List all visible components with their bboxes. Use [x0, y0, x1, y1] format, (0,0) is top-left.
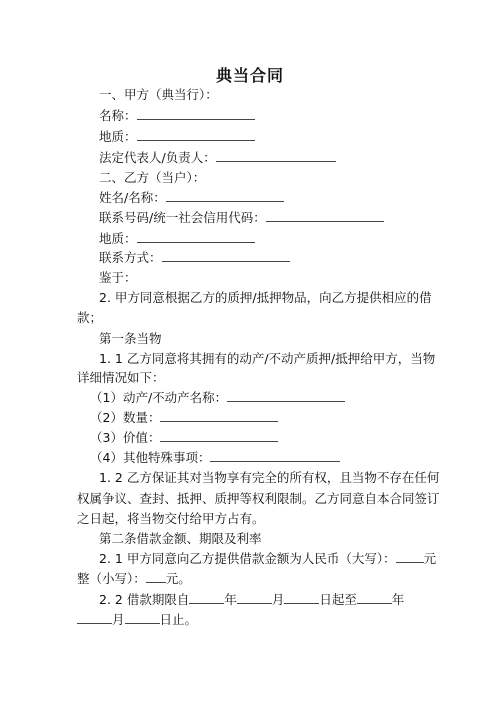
document-title: 典当合同 [215, 66, 284, 85]
article1-p12-line3: 之日起，将当物交付给甲方占有。 [77, 511, 265, 526]
p21-text-b: 元 [423, 551, 437, 566]
p22-start-day-blank[interactable] [284, 592, 319, 604]
item-name-blank[interactable] [227, 390, 345, 402]
item-quantity-label: （2）数量： [90, 410, 161, 425]
item-name-label: （1）动产/不动产名称： [90, 390, 228, 405]
whereas-clause2-line2: 款； [77, 310, 103, 325]
p22-text-d: 日起至 [319, 592, 357, 607]
party-b-name-line [99, 190, 284, 206]
article1-p12-line1: 1. 2 乙方保证其对当物享有完全的所有权，且当物不存在任何 [99, 470, 440, 485]
p22-text-a: 2. 2 借款期限自 [99, 592, 190, 607]
party-b-heading: 二、乙方（当户）： [99, 170, 206, 185]
party-a-rep-line [99, 150, 336, 166]
party-b-address-label: 地质： [99, 231, 137, 246]
party-b-id-label: 联系号码/统一社会信用代码： [99, 210, 266, 225]
whereas-label: 鉴于： [99, 270, 137, 285]
item-value-label: （3）价值： [90, 430, 161, 445]
party-a-quality-line [99, 129, 255, 145]
party-b-id-line [99, 210, 384, 226]
party-b-contact-line [99, 250, 290, 266]
party-a-name-blank[interactable] [137, 108, 255, 120]
whereas-clause2-line1: 2. 甲方同意根据乙方的质押/抵押物品，向乙方提供相应的借 [99, 290, 432, 305]
item-value-line [90, 430, 278, 446]
p22-end-year-blank[interactable] [357, 592, 392, 604]
party-a-quality-label: 地质： [99, 129, 137, 144]
item-quantity-blank[interactable] [160, 410, 278, 422]
party-a-quality-blank[interactable] [137, 129, 255, 141]
item-other-line [90, 450, 340, 466]
p22-end-month-blank[interactable] [77, 612, 112, 624]
party-a-rep-blank[interactable] [216, 150, 336, 162]
item-other-blank[interactable] [210, 450, 340, 462]
p22-start-month-blank[interactable] [237, 592, 272, 604]
article2-p21-line2 [77, 571, 191, 587]
p21-amount-lower-blank[interactable] [146, 571, 166, 583]
article1-heading: 第一条当物 [99, 331, 162, 346]
party-a-name-label: 名称： [99, 108, 137, 123]
p21-text-a: 2. 1 甲方同意向乙方提供借款金额为人民币（大写）： [99, 551, 396, 566]
article2-heading: 第二条借款金额、期限及利率 [99, 531, 262, 546]
item-quantity-line [90, 410, 278, 426]
party-b-id-blank[interactable] [266, 210, 384, 222]
p21-amount-upper-blank[interactable] [396, 551, 424, 563]
p22-text-g: 日止。 [159, 612, 198, 627]
p22-text-f: 月 [112, 612, 125, 627]
p22-text-e: 年 [391, 592, 405, 607]
article1-p11-line1: 1. 1 乙方同意将其拥有的动产/不动产质押/抵押给甲方，当物 [99, 351, 436, 366]
party-a-name-line [99, 108, 255, 124]
p21-text-c: 整（小写）： [77, 571, 146, 586]
party-b-contact-blank[interactable] [162, 250, 290, 262]
article2-p22-line2 [77, 612, 197, 628]
article1-p12-line2: 权属争议、查封、抵押、质押等权利限制。乙方同意自本合同签订 [77, 491, 440, 506]
p22-text-b: 年 [224, 592, 237, 607]
party-a-heading: 一、甲方（典当行）： [99, 87, 218, 102]
p22-end-day-blank[interactable] [125, 612, 160, 624]
article2-p22-line1 [99, 592, 404, 608]
item-value-blank[interactable] [160, 430, 278, 442]
item-name-line [90, 390, 345, 406]
p22-start-year-blank[interactable] [189, 592, 224, 604]
p22-text-c: 月 [271, 592, 285, 607]
party-b-name-label: 姓名/名称： [99, 190, 166, 205]
article2-p21-line1 [99, 551, 436, 567]
party-b-address-blank[interactable] [137, 231, 255, 243]
party-b-name-blank[interactable] [166, 190, 284, 202]
article1-p11-line2: 详细情况如下： [77, 370, 165, 385]
item-other-label: （4）其他特殊事项： [90, 450, 211, 465]
party-b-address-line [99, 231, 255, 247]
party-a-rep-label: 法定代表人/负责人： [99, 150, 216, 165]
party-b-contact-label: 联系方式： [99, 250, 162, 265]
p21-text-d: 元。 [165, 571, 191, 586]
